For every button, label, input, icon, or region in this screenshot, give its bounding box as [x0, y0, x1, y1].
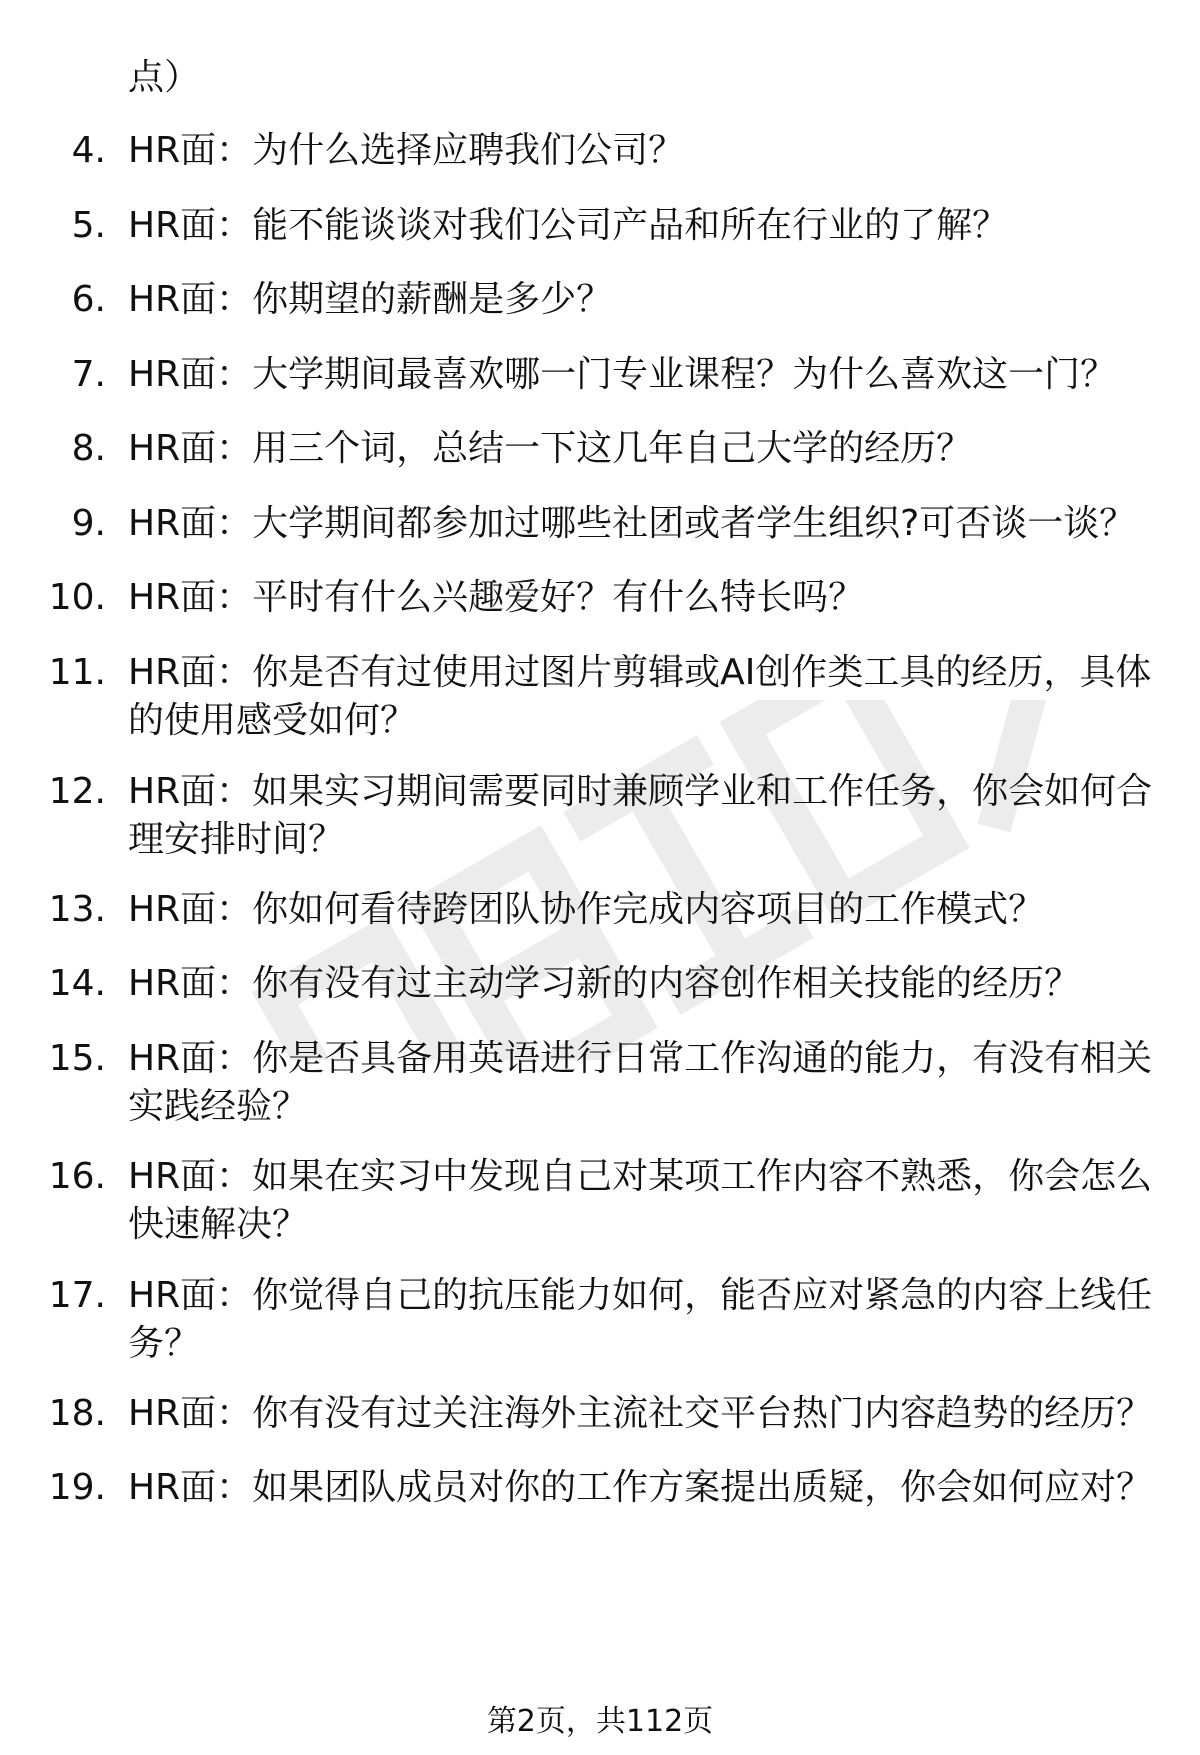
- item-text: HR面：用三个词，总结一下这几年自己大学的经历？: [128, 428, 973, 469]
- item-number: 10.: [48, 577, 106, 618]
- item-number: 15.: [48, 1038, 106, 1079]
- item-text: HR面：大学期间最喜欢哪一门专业课程？为什么喜欢这一门？: [128, 354, 1117, 395]
- item-text: HR面：如果在实习中发现自己对某项工作内容不熟悉，你会怎么快速解决？: [128, 1156, 1153, 1245]
- item-text: 点）: [128, 57, 201, 98]
- item-text: HR面：为什么选择应聘我们公司？: [128, 130, 685, 171]
- item-number: 18.: [48, 1393, 106, 1434]
- item-number: 16.: [48, 1156, 106, 1197]
- item-number: 11.: [48, 652, 106, 693]
- item-text: HR面：你有没有过主动学习新的内容创作相关技能的经历？: [128, 963, 1081, 1004]
- item-number: 5.: [71, 205, 106, 246]
- item-number: 14.: [48, 963, 106, 1004]
- item-text: HR面：你是否具备用英语进行日常工作沟通的能力，有没有相关实践经验？: [128, 1038, 1153, 1127]
- item-number: 6.: [71, 279, 106, 320]
- item-text: HR面：你有没有过关注海外主流社交平台热门内容趋势的经历？: [128, 1393, 1153, 1434]
- item-number: 7.: [71, 354, 106, 395]
- item-number: 17.: [48, 1275, 106, 1316]
- item-text: HR面：能不能谈谈对我们公司产品和所在行业的了解？: [128, 205, 1009, 246]
- item-text: HR面：如果团队成员对你的工作方案提出质疑，你会如何应对？: [128, 1467, 1153, 1508]
- item-text: HR面：你如何看待跨团队协作完成内容项目的工作模式？: [128, 889, 1045, 930]
- item-number: 12.: [48, 771, 106, 812]
- item-number: 8.: [71, 428, 106, 469]
- item-text: HR面：你是否有过使用过图片剪辑或AI创作类工具的经历，具体的使用感受如何？: [128, 652, 1152, 741]
- page-footer: 第2页，共112页: [486, 1704, 714, 1739]
- item-text: HR面：你期望的薪酬是多少？: [128, 279, 613, 320]
- item-text: HR面：如果实习期间需要同时兼顾学业和工作任务，你会如何合理安排时间？: [128, 771, 1153, 860]
- item-text: HR面：你觉得自己的抗压能力如何，能否应对紧急的内容上线任务？: [128, 1275, 1153, 1364]
- item-number: 19.: [48, 1467, 106, 1508]
- item-number: 4.: [71, 130, 106, 171]
- item-number: 13.: [48, 889, 106, 930]
- item-number: 9.: [71, 503, 106, 544]
- item-text: HR面：大学期间都参加过哪些社团或者学生组织?可否谈一谈？: [128, 503, 1136, 544]
- item-text: HR面：平时有什么兴趣爱好？有什么特长吗？: [128, 577, 865, 618]
